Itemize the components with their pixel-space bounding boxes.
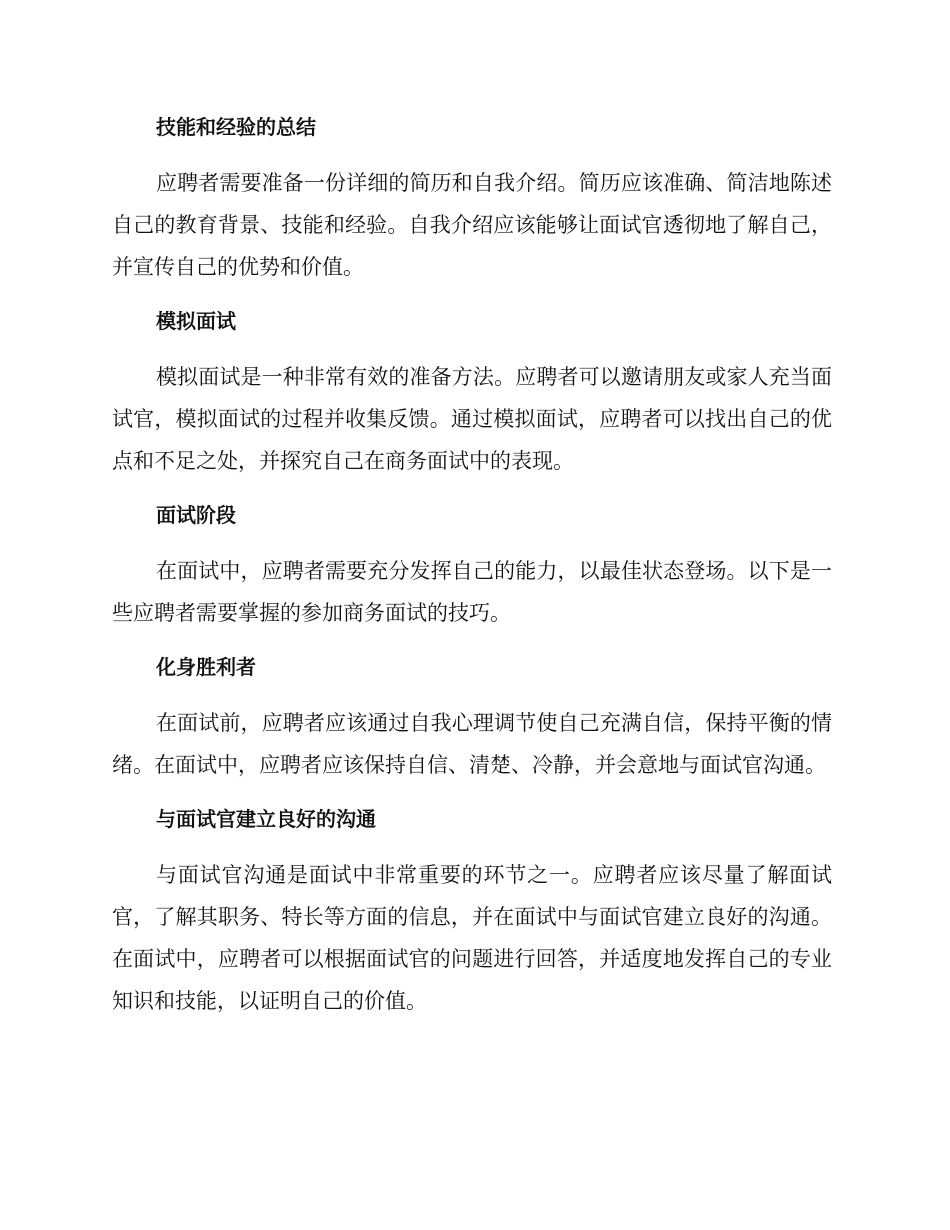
section-skills-summary bbox=[112, 106, 832, 300]
document-page bbox=[112, 106, 832, 1022]
section-good-communication bbox=[112, 798, 832, 1022]
section-paragraph: 模拟面试是一种非常有效的准备方法。应聘者可以邀请朋友或家人充当面试官，模拟面试的过程并收集反馈。通过模拟面试，应聘者可以找出自己的优点和不足之处，并探究自己在商务面试中的表现。 bbox=[112, 365, 832, 473]
section-heading: 化身胜利者 bbox=[156, 655, 256, 679]
section-heading: 技能和经验的总结 bbox=[156, 115, 316, 139]
section-paragraph: 与面试官沟通是面试中非常重要的环节之一。应聘者应该尽量了解面试官，了解其职务、特长等方面的信息，并在面试中与面试官建立良好的沟通。在面试中，应聘者可以根据面试官的问题进行回答，并适度地发挥自己的专业知识和技能，以证明自己的价值。 bbox=[112, 863, 832, 1013]
section-mock-interview bbox=[112, 300, 832, 494]
section-paragraph: 在面试中，应聘者需要充分发挥自己的能力，以最佳状态登场。以下是一些应聘者需要掌握的参加商务面试的技巧。 bbox=[112, 559, 832, 625]
section-become-winner bbox=[112, 646, 832, 798]
section-heading: 面试阶段 bbox=[156, 503, 236, 527]
section-paragraph: 在面试前，应聘者应该通过自我心理调节使自己充满自信，保持平衡的情绪。在面试中，应聘者应该保持自信、清楚、冷静，并会意地与面试官沟通。 bbox=[112, 711, 832, 777]
section-heading: 模拟面试 bbox=[156, 309, 236, 333]
section-interview-stage bbox=[112, 494, 832, 646]
section-heading: 与面试官建立良好的沟通 bbox=[156, 807, 376, 831]
section-paragraph: 应聘者需要准备一份详细的简历和自我介绍。简历应该准确、简洁地陈述自己的教育背景、技能和经验。自我介绍应该能够让面试官透彻地了解自己，并宣传自己的优势和价值。 bbox=[112, 171, 832, 279]
